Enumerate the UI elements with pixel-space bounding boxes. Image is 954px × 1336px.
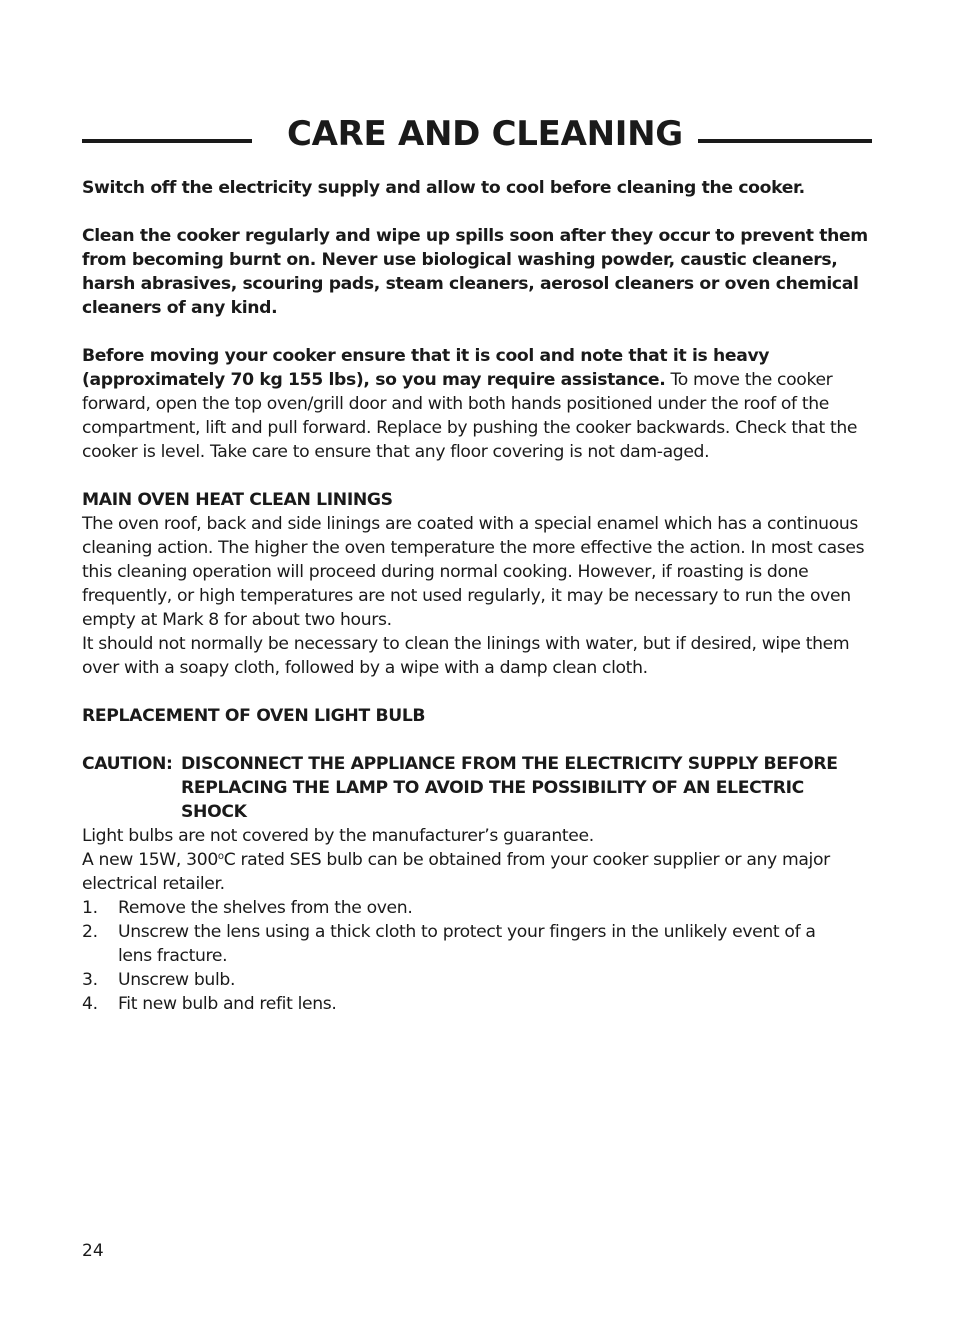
title-rule-right <box>698 139 872 143</box>
title-row <box>82 110 872 160</box>
step-text: Fit new bulb and refit lens. <box>118 994 337 1014</box>
moving-instructions: To move the cooker forward, open the top oven/grill door and with both hands positioned under the roof of the compartment, lift and pull forward. Replace by pushing the cooker backwards. Check that the cooker is level. Take care to ensure that any floor covering is not dam-aged. <box>82 370 858 462</box>
step-text: Remove the shelves from the oven. <box>118 898 413 918</box>
title-rule-left <box>82 139 252 143</box>
moving-warning: Before moving your cooker ensure that it is cool and note that it is heavy (approximately 70 kg 155 lbs), so you may require assistance. <box>82 346 770 390</box>
list-item <box>82 896 874 920</box>
step-number: 2. <box>82 922 98 942</box>
linings-paragraph: The oven roof, back and side linings are coated with a special enamel which has a continuous cleaning action. The higher the oven temperature the more effective the action. In most cases this cleaning operation will proceed during normal cooking. However, if roasting is done frequently, or high temperatures are not used regularly, it may be necessary to run the oven empty at Mark 8 for about two hours. <box>82 514 865 630</box>
linings-heading: MAIN OVEN HEAT CLEAN LININGS <box>82 490 393 510</box>
new-bulb-note <box>82 848 874 896</box>
page-content <box>82 176 874 1016</box>
degree-symbol: o <box>217 851 224 862</box>
new-bulb-text-start: A new 15W, 300 <box>82 850 218 870</box>
list-item <box>82 920 874 968</box>
safety-warning: Switch off the electricity supply and allow to cool before cleaning the cooker. <box>82 178 805 198</box>
step-text: Unscrew the lens using a thick cloth to protect your fingers in the unlikely event of a lens fracture. <box>118 922 816 966</box>
cleaning-note: Clean the cooker regularly and wipe up spills soon after they occur to prevent them from becoming burnt on. Never use biological washing powder, caustic cleaners, harsh abrasives, scouring pads, steam cleaners, aerosol cleaners or oven chemical cleaners of any kind. <box>82 226 868 318</box>
new-bulb-text-end: C rated SES bulb can be obtained from your cooker supplier or any major electrical retailer. <box>82 850 830 894</box>
caution-block <box>82 752 874 824</box>
list-item <box>82 992 874 1016</box>
bulb-steps-list <box>82 896 874 1016</box>
step-number: 3. <box>82 970 98 990</box>
step-number: 4. <box>82 994 98 1014</box>
step-text: Unscrew bulb. <box>118 970 236 990</box>
caution-text: DISCONNECT THE APPLIANCE FROM THE ELECTRICITY SUPPLY BEFORE REPLACING THE LAMP TO AVOID THE POSSIBILITY OF AN ELECTRIC SHOCK <box>181 754 838 822</box>
moving-paragraph <box>82 344 874 464</box>
linings-water-note: It should not normally be necessary to clean the linings with water, but if desired, wipe them over with a soapy cloth, followed by a wipe with a damp clean cloth. <box>82 634 850 678</box>
list-item <box>82 968 874 992</box>
bulb-heading: REPLACEMENT OF OVEN LIGHT BULB <box>82 706 426 726</box>
step-number: 1. <box>82 898 98 918</box>
page-number: 24 <box>82 1241 104 1261</box>
guarantee-note: Light bulbs are not covered by the manufacturer’s guarantee. <box>82 826 594 846</box>
page-title: CARE AND CLEANING <box>287 114 683 154</box>
caution-label: CAUTION: <box>82 754 173 774</box>
